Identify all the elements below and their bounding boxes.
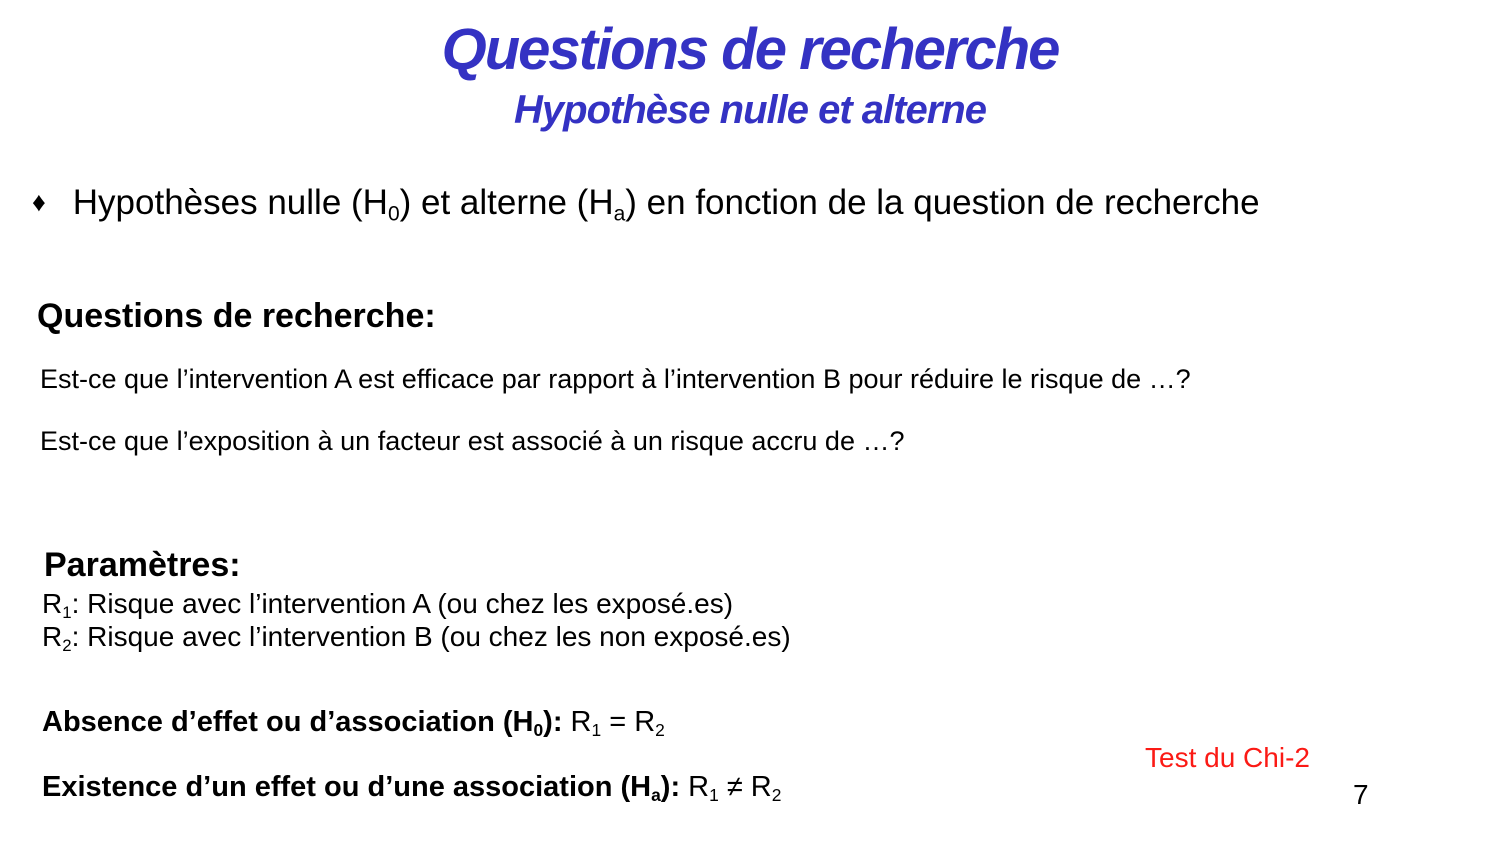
- alt-formula-segment: ≠ R: [718, 771, 772, 803]
- research-question-1: Est-ce que l’intervention A est efficace par rapport à l’intervention B pour réduire le risque de …?: [40, 364, 1191, 394]
- research-question-2: Est-ce que l’exposition à un facteur est associé à un risque accru de …?: [40, 426, 905, 456]
- null-hypothesis-line: [42, 706, 665, 741]
- chi2-test-annotation: Test du Chi-2: [1145, 742, 1310, 773]
- subscript-two: 2: [62, 636, 72, 656]
- research-questions-heading: Questions de recherche:: [37, 297, 436, 335]
- null-hypothesis-label: ):: [543, 706, 563, 738]
- subscript-zero: 0: [533, 720, 544, 741]
- alternative-hypothesis-line: [42, 771, 781, 806]
- hypotheses-bullet-line: [32, 183, 1260, 226]
- null-hypothesis-label: Absence d’effet ou d’association (H: [42, 706, 534, 738]
- diamond-bullet-icon: ♦: [32, 187, 46, 217]
- alternative-hypothesis-label: ):: [660, 771, 681, 803]
- parameters-heading: Paramètres:: [44, 546, 241, 584]
- slide-subtitle: Hypothèse nulle et alterne: [514, 88, 986, 132]
- subscript-two: 2: [655, 720, 665, 741]
- r1-description: : Risque avec l’intervention A (ou chez les exposé.es): [71, 588, 734, 619]
- parameter-r2-definition: [42, 621, 791, 656]
- r2-symbol: R: [42, 621, 63, 652]
- null-formula-segment: R: [562, 706, 592, 738]
- r1-symbol: R: [42, 588, 63, 619]
- alternative-hypothesis-label: Existence d’un effet ou d’une association (H: [42, 771, 652, 803]
- subscript-one: 1: [62, 603, 72, 623]
- alt-formula-segment: R: [680, 771, 710, 803]
- bullet-text: [72, 183, 1260, 226]
- bullet-text-segment: ) en fonction de la question de recherche: [625, 183, 1260, 222]
- null-formula-segment: = R: [601, 706, 656, 738]
- parameter-r1-definition: [42, 588, 733, 623]
- bullet-text-segment: ) et alterne (H: [399, 183, 614, 222]
- bullet-text-segment: Hypothèses nulle (H: [72, 183, 388, 222]
- subscript-zero: 0: [387, 202, 400, 226]
- subscript-one: 1: [591, 720, 602, 741]
- subscript-one: 1: [709, 785, 719, 806]
- subscript-a: a: [651, 785, 661, 806]
- page-number: 7: [1353, 779, 1369, 810]
- slide-title: Questions de recherche: [441, 17, 1059, 82]
- subscript-two: 2: [771, 785, 782, 806]
- subscript-a: a: [613, 202, 626, 226]
- r2-description: : Risque avec l’intervention B (ou chez les non exposé.es): [71, 621, 791, 652]
